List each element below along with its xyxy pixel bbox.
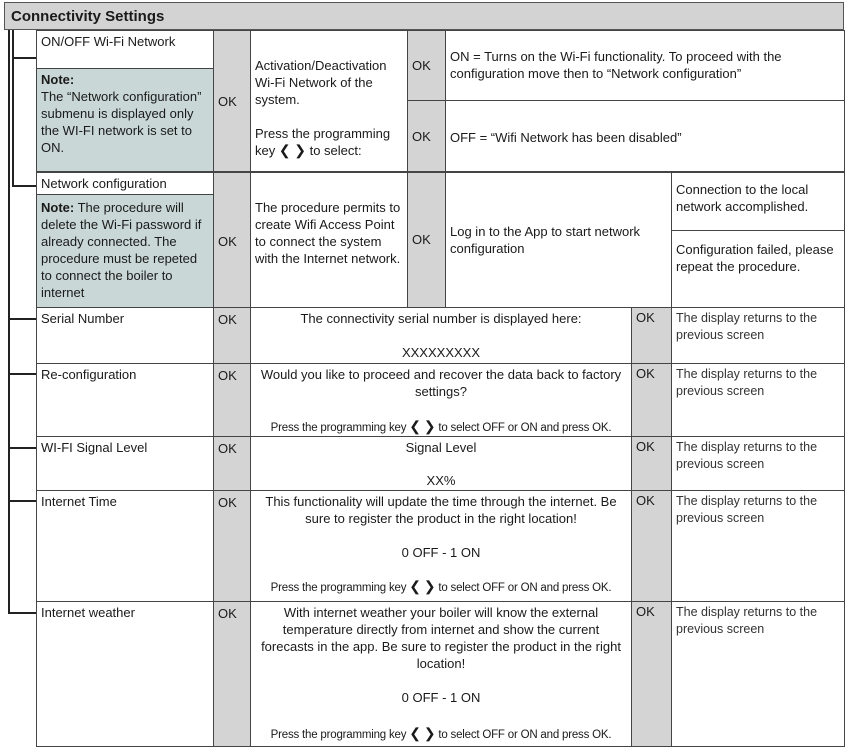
itime-press <box>255 578 627 597</box>
reconf-description <box>250 363 632 437</box>
netconf-note <box>36 194 214 308</box>
wifi-desc-activation: Activation/Deactivation Wi-Fi Network of the system. <box>255 58 387 107</box>
tree-branch-serial <box>8 318 36 320</box>
serial-line1: The connectivity serial number is displayed here: <box>300 311 582 326</box>
wifi-desc-press <box>255 125 403 159</box>
wifi-description <box>250 30 408 172</box>
iweather-press <box>255 725 627 744</box>
iweather-press-tail: to select OFF or ON and press OK. <box>438 729 612 741</box>
section-title: Connectivity Settings <box>4 2 844 30</box>
itime-ok: OK <box>213 490 251 602</box>
right-arrow-icon: ❯ <box>423 418 436 434</box>
tree-branch-signal <box>8 447 36 449</box>
serial-description <box>250 307 632 364</box>
iweather-line1: With internet weather your boiler will know the external temperature directly from internet and show the current forecasts in the app. Be sure to register the product in the right location! <box>261 605 621 671</box>
menu-item-reconfiguration: Re-configuration <box>36 363 214 437</box>
tree-branch-reconf <box>8 373 36 375</box>
netconf-action-ok: OK <box>407 172 446 308</box>
itime-press-tail: to select OFF or ON and press OK. <box>438 582 612 594</box>
serial-result-ok: OK <box>631 307 672 364</box>
netconf-action: Log in to the App to start network configuration <box>445 172 672 308</box>
itime-line1: This functionality will update the time through the internet. Be sure to register the product in the right location! <box>265 494 617 526</box>
tree-branch-iweather <box>8 612 36 614</box>
left-arrow-icon: ❮ <box>278 142 291 158</box>
tree-trunk-inner <box>12 30 14 186</box>
iweather-ok: OK <box>213 601 251 747</box>
tree-branch-itime <box>8 500 36 502</box>
signal-ok: OK <box>213 436 251 491</box>
signal-description <box>250 436 632 491</box>
wifi-on-text: ON = Turns on the Wi-Fi functionality. To proceed with the configuration move then to “Network configuration” <box>445 30 845 101</box>
left-arrow-icon: ❮ <box>409 725 421 741</box>
menu-item-network-configuration: Network configuration <box>36 172 214 195</box>
menu-item-serial-number: Serial Number <box>36 307 214 364</box>
right-arrow-icon: ❯ <box>423 725 436 741</box>
netconf-result-failure: Configuration failed, please repeat the procedure. <box>671 230 845 308</box>
reconf-result: The display returns to the previous screen <box>671 363 845 437</box>
wifi-press-text: Press the programming key <box>255 126 391 158</box>
wifi-off-text: OFF = “Wifi Network has been disabled” <box>445 100 845 172</box>
iweather-description <box>250 601 632 747</box>
netconf-note-label: Note: <box>41 200 75 215</box>
wifi-note-label: Note: <box>41 72 75 87</box>
right-arrow-icon: ❯ <box>294 142 306 158</box>
signal-value: XX% <box>426 473 456 488</box>
itime-result: The display returns to the previous screen <box>671 490 845 602</box>
wifi-note <box>36 68 214 172</box>
menu-item-wifi: ON/OFF Wi-Fi Network <box>36 30 214 69</box>
itime-options: 0 OFF - 1 ON <box>401 545 481 560</box>
right-arrow-icon: ❯ <box>423 578 436 594</box>
wifi-off-ok: OK <box>407 100 446 172</box>
serial-ok: OK <box>213 307 251 364</box>
serial-value: XXXXXXXXX <box>401 345 481 360</box>
signal-result: The display returns to the previous screen <box>671 436 845 491</box>
menu-item-wifi-signal-level: WI-FI Signal Level <box>36 436 214 491</box>
menu-item-internet-weather: Internet weather <box>36 601 214 747</box>
netconf-ok: OK <box>213 172 251 308</box>
signal-line1: Signal Level <box>405 440 477 455</box>
wifi-on-ok: OK <box>407 30 446 101</box>
reconf-line1: Would you like to proceed and recover the data back to factory settings? <box>260 367 622 399</box>
iweather-options: 0 OFF - 1 ON <box>401 690 481 705</box>
reconf-press-tail: to select OFF or ON and press OK. <box>438 422 612 434</box>
reconf-press <box>255 418 627 437</box>
itime-result-ok: OK <box>631 490 672 602</box>
menu-item-internet-time: Internet Time <box>36 490 214 602</box>
reconf-press-text: Press the programming key <box>270 422 407 434</box>
reconf-ok: OK <box>213 363 251 437</box>
left-arrow-icon: ❮ <box>409 418 421 434</box>
tree-branch-netconf <box>12 185 36 187</box>
wifi-ok: OK <box>213 30 251 172</box>
iweather-result: The display returns to the previous screen <box>671 601 845 747</box>
iweather-result-ok: OK <box>631 601 672 747</box>
signal-result-ok: OK <box>631 436 672 491</box>
wifi-note-text: The “Network configuration” submenu is displayed only the WI-FI network is set to ON. <box>41 89 202 155</box>
left-arrow-icon: ❮ <box>409 578 421 594</box>
itime-press-text: Press the programming key <box>270 582 407 594</box>
tree-trunk-outer <box>8 30 10 614</box>
netconf-description: The procedure permits to create Wifi Access Point to connect the system with the Internet network. <box>250 172 408 308</box>
tree-branch-wifi <box>12 57 36 59</box>
itime-description <box>250 490 632 602</box>
netconf-result-success: Connection to the local network accomplished. <box>671 172 845 231</box>
reconf-result-ok: OK <box>631 363 672 437</box>
netconf-note-text: The procedure will delete the Wi-Fi password if already connected. The procedure must be repeted to connect the boiler to internet <box>41 200 202 300</box>
iweather-press-text: Press the programming key <box>270 729 407 741</box>
serial-result: The display returns to the previous screen <box>671 307 845 364</box>
wifi-press-tail: to select: <box>309 143 362 158</box>
